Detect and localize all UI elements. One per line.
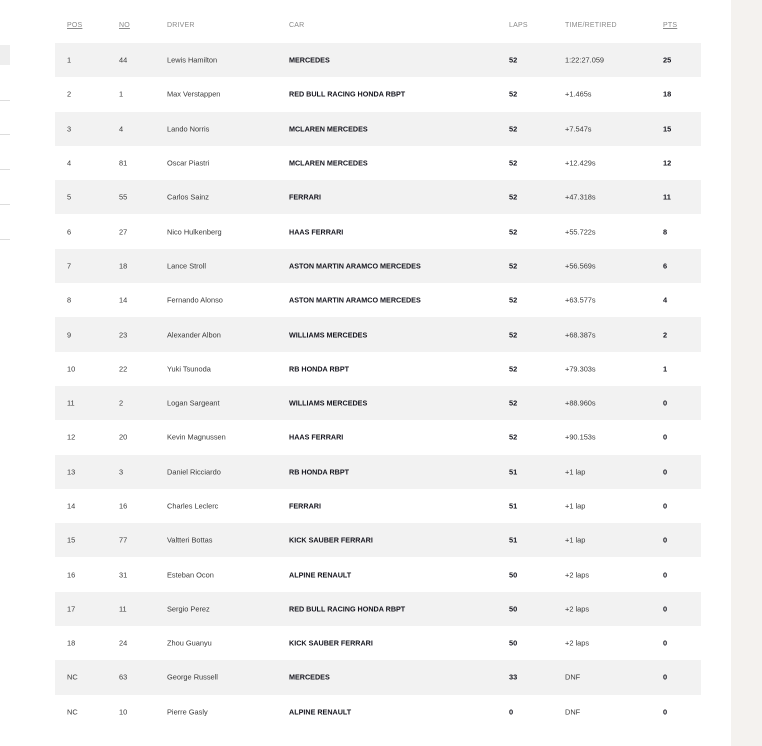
cell-driver: Daniel Ricciardo <box>167 467 221 477</box>
cell-pos: NC <box>67 672 78 682</box>
cell-pts: 0 <box>663 535 668 545</box>
cell-pos: 6 <box>67 227 72 237</box>
cell-no: 18 <box>119 261 128 271</box>
cell-car: MCLAREN MERCEDES <box>289 124 368 134</box>
header-driver: DRIVER <box>167 22 195 29</box>
cell-laps: 50 <box>509 604 518 614</box>
cell-laps: 52 <box>509 295 518 305</box>
cell-driver: Pierre Gasly <box>167 707 208 717</box>
cell-pos: 5 <box>67 192 72 202</box>
cell-pos: 13 <box>67 467 76 477</box>
cell-driver: Alexander Albon <box>167 330 221 340</box>
cell-laps: 0 <box>509 707 514 717</box>
cell-no: 77 <box>119 535 128 545</box>
cell-pos: 12 <box>67 432 76 442</box>
left-navigation <box>0 0 10 746</box>
cell-pos: 1 <box>67 55 72 65</box>
header-car: CAR <box>289 22 305 29</box>
nav-divider <box>0 100 10 101</box>
cell-pts: 0 <box>663 707 668 717</box>
cell-pts: 15 <box>663 124 672 134</box>
cell-pos: 9 <box>67 330 72 340</box>
header-time-retired: TIME/RETIRED <box>565 22 617 29</box>
cell-pos: 14 <box>67 501 76 511</box>
table-row <box>55 352 701 386</box>
cell-car: FERRARI <box>289 192 321 202</box>
cell-laps: 52 <box>509 89 518 99</box>
cell-laps: 52 <box>509 261 518 271</box>
cell-laps: 51 <box>509 501 518 511</box>
cell-laps: 52 <box>509 398 518 408</box>
table-row <box>55 557 701 591</box>
cell-driver: Fernando Alonso <box>167 295 223 305</box>
cell-pts: 25 <box>663 55 672 65</box>
nav-divider <box>0 169 10 170</box>
header-no[interactable]: NO <box>119 22 130 29</box>
cell-laps: 50 <box>509 638 518 648</box>
cell-no: 16 <box>119 501 128 511</box>
table-row <box>55 420 701 454</box>
table-row <box>55 660 701 694</box>
cell-laps: 50 <box>509 570 518 580</box>
cell-no: 20 <box>119 432 128 442</box>
cell-time-retired: +79.303s <box>565 364 596 374</box>
cell-pos: NC <box>67 707 78 717</box>
cell-no: 44 <box>119 55 128 65</box>
nav-divider <box>0 204 10 205</box>
cell-no: 4 <box>119 124 124 134</box>
cell-laps: 52 <box>509 330 518 340</box>
cell-time-retired: DNF <box>565 707 581 717</box>
cell-time-retired: +2 laps <box>565 570 590 580</box>
cell-time-retired: +1.465s <box>565 89 592 99</box>
cell-time-retired: +1 lap <box>565 535 586 545</box>
cell-time-retired: +1 lap <box>565 501 586 511</box>
cell-pts: 1 <box>663 364 668 374</box>
cell-time-retired: +68.387s <box>565 330 596 340</box>
cell-laps: 52 <box>509 55 518 65</box>
table-row <box>55 214 701 248</box>
cell-car: RED BULL RACING HONDA RBPT <box>289 89 406 99</box>
cell-driver: Charles Leclerc <box>167 501 219 511</box>
cell-no: 31 <box>119 570 128 580</box>
cell-driver: Max Verstappen <box>167 89 221 99</box>
cell-pts: 0 <box>663 467 668 477</box>
cell-laps: 52 <box>509 124 518 134</box>
cell-no: 10 <box>119 707 128 717</box>
cell-car: MCLAREN MERCEDES <box>289 158 368 168</box>
table-row <box>55 180 701 214</box>
cell-laps: 52 <box>509 364 518 374</box>
table-row <box>55 386 701 420</box>
table-row <box>55 592 701 626</box>
cell-pts: 0 <box>663 638 668 648</box>
cell-pts: 0 <box>663 432 668 442</box>
cell-time-retired: +2 laps <box>565 638 590 648</box>
cell-car: RB HONDA RBPT <box>289 467 350 477</box>
cell-laps: 52 <box>509 158 518 168</box>
cell-car: KICK SAUBER FERRARI <box>289 535 373 545</box>
cell-no: 11 <box>119 604 127 614</box>
cell-car: HAAS FERRARI <box>289 227 344 237</box>
cell-pts: 0 <box>663 501 668 511</box>
cell-pts: 0 <box>663 570 668 580</box>
cell-no: 1 <box>119 89 124 99</box>
cell-time-retired: +90.153s <box>565 432 596 442</box>
cell-no: 14 <box>119 295 128 305</box>
cell-driver: Yuki Tsunoda <box>167 364 211 374</box>
nav-divider <box>0 239 10 240</box>
cell-laps: 52 <box>509 227 518 237</box>
cell-pts: 18 <box>663 89 672 99</box>
cell-pos: 15 <box>67 535 76 545</box>
table-row <box>55 249 701 283</box>
header-pts[interactable]: PTS <box>663 22 678 29</box>
cell-driver: Lewis Hamilton <box>167 55 218 65</box>
cell-pos: 4 <box>67 158 72 168</box>
table-row <box>55 283 701 317</box>
cell-pos: 8 <box>67 295 72 305</box>
cell-pos: 16 <box>67 570 76 580</box>
cell-no: 22 <box>119 364 128 374</box>
header-pos[interactable]: POS <box>67 22 83 29</box>
cell-pts: 0 <box>663 398 668 408</box>
cell-no: 63 <box>119 672 128 682</box>
cell-car: ASTON MARTIN ARAMCO MERCEDES <box>289 261 421 271</box>
cell-no: 3 <box>119 467 124 477</box>
table-row <box>55 455 701 489</box>
cell-driver: George Russell <box>167 672 218 682</box>
cell-pts: 6 <box>663 261 668 271</box>
cell-driver: Kevin Magnussen <box>167 432 226 442</box>
cell-time-retired: +56.569s <box>565 261 596 271</box>
cell-car: MERCEDES <box>289 672 330 682</box>
cell-time-retired: 1:22:27.059 <box>565 55 605 65</box>
cell-car: WILLIAMS MERCEDES <box>289 398 368 408</box>
cell-pos: 17 <box>67 604 76 614</box>
nav-divider <box>0 134 10 135</box>
cell-laps: 52 <box>509 432 518 442</box>
cell-driver: Oscar Piastri <box>167 158 210 168</box>
nav-item-active[interactable] <box>0 45 10 65</box>
cell-pts: 8 <box>663 227 668 237</box>
cell-car: RED BULL RACING HONDA RBPT <box>289 604 406 614</box>
cell-time-retired: DNF <box>565 672 581 682</box>
table-row <box>55 695 701 729</box>
cell-no: 24 <box>119 638 128 648</box>
table-row <box>55 146 701 180</box>
cell-laps: 51 <box>509 535 518 545</box>
table-body <box>55 43 701 729</box>
cell-pos: 11 <box>67 398 75 408</box>
cell-driver: Lando Norris <box>167 124 210 134</box>
cell-car: KICK SAUBER FERRARI <box>289 638 373 648</box>
table-row <box>55 317 701 351</box>
race-results-table <box>55 12 701 729</box>
cell-time-retired: +2 laps <box>565 604 590 614</box>
cell-pts: 4 <box>663 295 668 305</box>
cell-no: 27 <box>119 227 128 237</box>
cell-car: HAAS FERRARI <box>289 432 344 442</box>
cell-car: RB HONDA RBPT <box>289 364 350 374</box>
cell-pts: 2 <box>663 330 668 340</box>
cell-car: ASTON MARTIN ARAMCO MERCEDES <box>289 295 421 305</box>
cell-pos: 18 <box>67 638 76 648</box>
cell-driver: Zhou Guanyu <box>167 638 212 648</box>
cell-pos: 2 <box>67 89 72 99</box>
cell-no: 55 <box>119 192 128 202</box>
right-side-panel <box>731 0 762 746</box>
cell-driver: Lance Stroll <box>167 261 207 271</box>
cell-no: 2 <box>119 398 124 408</box>
cell-time-retired: +63.577s <box>565 295 596 305</box>
cell-car: ALPINE RENAULT <box>289 707 352 717</box>
table-row <box>55 112 701 146</box>
cell-pos: 3 <box>67 124 72 134</box>
table-row <box>55 489 701 523</box>
cell-laps: 33 <box>509 672 518 682</box>
cell-time-retired: +55.722s <box>565 227 596 237</box>
cell-pos: 7 <box>67 261 72 271</box>
cell-no: 23 <box>119 330 128 340</box>
cell-driver: Valtteri Bottas <box>167 535 213 545</box>
cell-car: ALPINE RENAULT <box>289 570 352 580</box>
cell-time-retired: +88.960s <box>565 398 596 408</box>
cell-driver: Logan Sargeant <box>167 398 220 408</box>
cell-no: 81 <box>119 158 128 168</box>
cell-driver: Carlos Sainz <box>167 192 209 202</box>
cell-driver: Esteban Ocon <box>167 570 214 580</box>
cell-pts: 12 <box>663 158 672 168</box>
cell-laps: 52 <box>509 192 518 202</box>
cell-car: FERRARI <box>289 501 321 511</box>
table-row <box>55 626 701 660</box>
table-header <box>55 12 701 43</box>
cell-driver: Sergio Perez <box>167 604 210 614</box>
cell-pts: 11 <box>663 192 671 202</box>
cell-car: MERCEDES <box>289 55 330 65</box>
cell-car: WILLIAMS MERCEDES <box>289 330 368 340</box>
cell-time-retired: +1 lap <box>565 467 586 477</box>
cell-pts: 0 <box>663 604 668 614</box>
cell-time-retired: +47.318s <box>565 192 596 202</box>
cell-driver: Nico Hulkenberg <box>167 227 222 237</box>
cell-laps: 51 <box>509 467 518 477</box>
cell-pos: 10 <box>67 364 76 374</box>
table-row <box>55 523 701 557</box>
table-row <box>55 77 701 111</box>
cell-time-retired: +7.547s <box>565 124 592 134</box>
cell-pts: 0 <box>663 672 668 682</box>
table-row <box>55 43 701 77</box>
header-laps: LAPS <box>509 22 528 29</box>
cell-time-retired: +12.429s <box>565 158 596 168</box>
